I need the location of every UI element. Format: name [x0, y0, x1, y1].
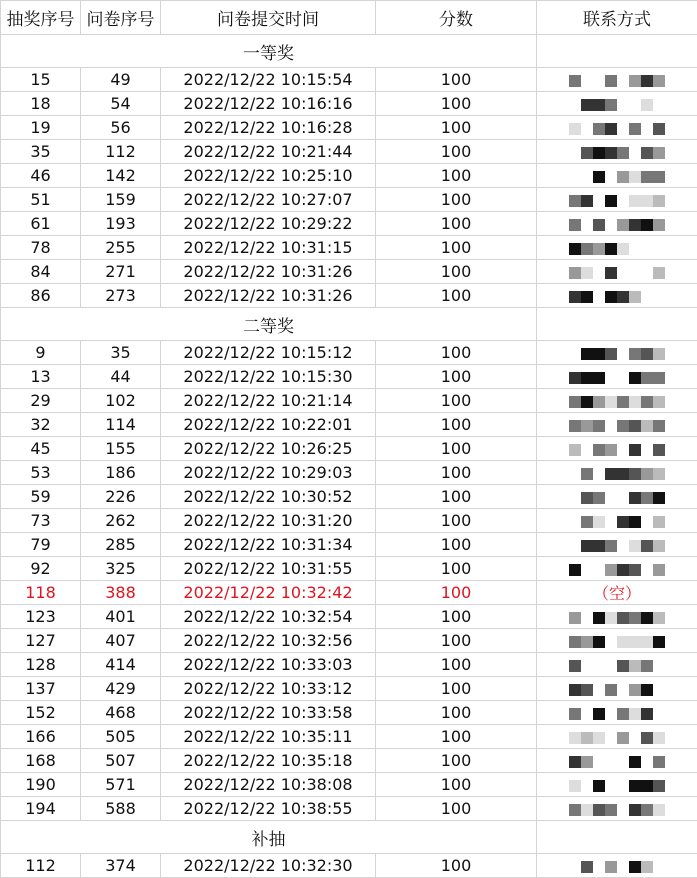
cell-score: 100 — [376, 749, 537, 773]
section-row — [1, 821, 697, 854]
cell-score: 100 — [376, 797, 537, 821]
redacted-contact-mosaic — [569, 219, 665, 231]
cell-submit-time: 2022/12/22 10:16:28 — [161, 116, 376, 140]
header-survey-no: 问卷序号 — [81, 1, 161, 35]
redacted-contact-mosaic — [569, 468, 665, 480]
cell-survey-no: 255 — [81, 236, 161, 260]
cell-score: 100 — [376, 677, 537, 701]
cell-score: 100 — [376, 92, 537, 116]
cell-draw-no: 166 — [1, 725, 81, 749]
table-row — [1, 773, 697, 797]
cell-contact — [537, 773, 697, 797]
cell-contact — [537, 341, 697, 365]
cell-submit-time: 2022/12/22 10:38:08 — [161, 773, 376, 797]
cell-submit-time: 2022/12/22 10:38:55 — [161, 797, 376, 821]
cell-contact — [537, 653, 697, 677]
header-score: 分数 — [376, 1, 537, 35]
redacted-contact-mosaic — [569, 99, 665, 111]
table-row — [1, 677, 697, 701]
cell-survey-no: 505 — [81, 725, 161, 749]
cell-draw-no: 137 — [1, 677, 81, 701]
redacted-contact-mosaic — [569, 708, 665, 720]
table-row — [1, 797, 697, 821]
redacted-contact-mosaic — [569, 636, 665, 648]
cell-draw-no: 51 — [1, 188, 81, 212]
cell-submit-time: 2022/12/22 10:35:18 — [161, 749, 376, 773]
cell-survey-no: 159 — [81, 188, 161, 212]
cell-survey-no: 186 — [81, 461, 161, 485]
cell-draw-no: 190 — [1, 773, 81, 797]
cell-submit-time: 2022/12/22 10:29:22 — [161, 212, 376, 236]
cell-draw-no: 79 — [1, 533, 81, 557]
cell-survey-no: 285 — [81, 533, 161, 557]
redacted-contact-mosaic — [569, 123, 665, 135]
cell-score: 100 — [376, 164, 537, 188]
cell-draw-no: 32 — [1, 413, 81, 437]
cell-contact — [537, 437, 697, 461]
cell-survey-no: 35 — [81, 341, 161, 365]
cell-draw-no: 118 — [1, 581, 81, 605]
table-row — [1, 365, 697, 389]
cell-contact — [537, 461, 697, 485]
cell-draw-no: 45 — [1, 437, 81, 461]
cell-survey-no: 273 — [81, 284, 161, 308]
section-title: 二等奖 — [1, 308, 537, 341]
cell-contact: （空） — [537, 581, 697, 605]
table-row — [1, 236, 697, 260]
cell-survey-no: 588 — [81, 797, 161, 821]
cell-score: 100 — [376, 725, 537, 749]
table-row — [1, 260, 697, 284]
header-draw-no: 抽奖序号 — [1, 1, 81, 35]
cell-submit-time: 2022/12/22 10:31:26 — [161, 260, 376, 284]
cell-contact — [537, 116, 697, 140]
table-row — [1, 116, 697, 140]
cell-draw-no: 86 — [1, 284, 81, 308]
section-title: 补抽 — [1, 821, 537, 854]
table-body — [1, 35, 697, 878]
cell-score: 100 — [376, 605, 537, 629]
cell-submit-time: 2022/12/22 10:21:44 — [161, 140, 376, 164]
redacted-contact-mosaic — [569, 780, 665, 792]
cell-draw-no: 92 — [1, 557, 81, 581]
cell-submit-time: 2022/12/22 10:27:07 — [161, 188, 376, 212]
table-row — [1, 284, 697, 308]
cell-draw-no: 84 — [1, 260, 81, 284]
cell-submit-time: 2022/12/22 10:35:11 — [161, 725, 376, 749]
cell-survey-no: 102 — [81, 389, 161, 413]
redacted-contact-mosaic — [569, 564, 665, 576]
redacted-contact-mosaic — [569, 804, 665, 816]
cell-score: 100 — [376, 260, 537, 284]
cell-survey-no: 507 — [81, 749, 161, 773]
cell-survey-no: 262 — [81, 509, 161, 533]
cell-contact — [537, 797, 697, 821]
table-row — [1, 68, 697, 92]
cell-submit-time: 2022/12/22 10:26:25 — [161, 437, 376, 461]
cell-contact — [537, 701, 697, 725]
cell-draw-no: 168 — [1, 749, 81, 773]
cell-survey-no: 325 — [81, 557, 161, 581]
cell-survey-no: 414 — [81, 653, 161, 677]
cell-draw-no: 61 — [1, 212, 81, 236]
cell-score: 100 — [376, 461, 537, 485]
redacted-contact-mosaic — [569, 171, 665, 183]
cell-contact — [537, 212, 697, 236]
cell-survey-no: 374 — [81, 854, 161, 878]
cell-submit-time: 2022/12/22 10:15:54 — [161, 68, 376, 92]
cell-contact — [537, 557, 697, 581]
cell-score: 100 — [376, 68, 537, 92]
cell-score: 100 — [376, 509, 537, 533]
cell-submit-time: 2022/12/22 10:15:12 — [161, 341, 376, 365]
table-row — [1, 749, 697, 773]
cell-survey-no: 114 — [81, 413, 161, 437]
cell-score: 100 — [376, 212, 537, 236]
cell-submit-time: 2022/12/22 10:31:15 — [161, 236, 376, 260]
cell-submit-time: 2022/12/22 10:22:01 — [161, 413, 376, 437]
table-row — [1, 188, 697, 212]
cell-contact — [537, 677, 697, 701]
cell-score: 100 — [376, 413, 537, 437]
table-row — [1, 581, 697, 605]
cell-contact — [537, 164, 697, 188]
cell-score: 100 — [376, 653, 537, 677]
redacted-contact-mosaic — [569, 756, 665, 768]
redacted-contact-mosaic — [569, 147, 665, 159]
cell-draw-no: 35 — [1, 140, 81, 164]
cell-contact — [537, 236, 697, 260]
header-row — [1, 1, 697, 35]
cell-score: 100 — [376, 701, 537, 725]
cell-contact — [537, 854, 697, 878]
cell-survey-no: 44 — [81, 365, 161, 389]
redacted-contact-mosaic — [569, 267, 665, 279]
cell-survey-no: 429 — [81, 677, 161, 701]
cell-score: 100 — [376, 485, 537, 509]
cell-score: 100 — [376, 389, 537, 413]
cell-contact — [537, 509, 697, 533]
cell-contact — [537, 749, 697, 773]
cell-survey-no: 401 — [81, 605, 161, 629]
cell-score: 100 — [376, 116, 537, 140]
redacted-contact-mosaic — [569, 612, 665, 624]
cell-score: 100 — [376, 341, 537, 365]
cell-draw-no: 112 — [1, 854, 81, 878]
section-contact-cell — [537, 821, 697, 854]
redacted-contact-mosaic — [569, 372, 665, 384]
cell-contact — [537, 629, 697, 653]
cell-survey-no: 388 — [81, 581, 161, 605]
cell-draw-no: 128 — [1, 653, 81, 677]
cell-contact — [537, 605, 697, 629]
table-row — [1, 92, 697, 116]
cell-survey-no: 142 — [81, 164, 161, 188]
redacted-contact-mosaic — [569, 492, 665, 504]
cell-submit-time: 2022/12/22 10:33:03 — [161, 653, 376, 677]
cell-survey-no: 112 — [81, 140, 161, 164]
cell-draw-no: 19 — [1, 116, 81, 140]
cell-draw-no: 15 — [1, 68, 81, 92]
cell-survey-no: 193 — [81, 212, 161, 236]
table-row — [1, 437, 697, 461]
cell-draw-no: 73 — [1, 509, 81, 533]
cell-contact — [537, 389, 697, 413]
redacted-contact-mosaic — [569, 243, 665, 255]
table-row — [1, 461, 697, 485]
cell-draw-no: 13 — [1, 365, 81, 389]
table-row — [1, 389, 697, 413]
cell-submit-time: 2022/12/22 10:32:42 — [161, 581, 376, 605]
cell-draw-no: 46 — [1, 164, 81, 188]
cell-score: 100 — [376, 437, 537, 461]
table-row — [1, 212, 697, 236]
table-row — [1, 701, 697, 725]
cell-survey-no: 54 — [81, 92, 161, 116]
cell-contact — [537, 260, 697, 284]
redacted-contact-mosaic — [569, 516, 665, 528]
cell-score: 100 — [376, 773, 537, 797]
cell-draw-no: 78 — [1, 236, 81, 260]
cell-submit-time: 2022/12/22 10:32:30 — [161, 854, 376, 878]
cell-submit-time: 2022/12/22 10:29:03 — [161, 461, 376, 485]
cell-contact — [537, 533, 697, 557]
cell-score: 100 — [376, 236, 537, 260]
cell-contact — [537, 188, 697, 212]
cell-submit-time: 2022/12/22 10:31:34 — [161, 533, 376, 557]
cell-draw-no: 123 — [1, 605, 81, 629]
redacted-contact-mosaic — [569, 540, 665, 552]
cell-score: 100 — [376, 629, 537, 653]
table-row — [1, 485, 697, 509]
cell-score: 100 — [376, 284, 537, 308]
cell-contact — [537, 92, 697, 116]
table-row — [1, 533, 697, 557]
cell-submit-time: 2022/12/22 10:16:16 — [161, 92, 376, 116]
cell-score: 100 — [376, 188, 537, 212]
cell-draw-no: 29 — [1, 389, 81, 413]
table-row — [1, 725, 697, 749]
cell-draw-no: 9 — [1, 341, 81, 365]
redacted-contact-mosaic — [569, 861, 665, 873]
cell-contact — [537, 365, 697, 389]
header-submit-time: 问卷提交时间 — [161, 1, 376, 35]
cell-survey-no: 56 — [81, 116, 161, 140]
table-row — [1, 164, 697, 188]
cell-score: 100 — [376, 581, 537, 605]
cell-submit-time: 2022/12/22 10:31:20 — [161, 509, 376, 533]
cell-submit-time: 2022/12/22 10:30:52 — [161, 485, 376, 509]
cell-submit-time: 2022/12/22 10:33:58 — [161, 701, 376, 725]
cell-contact — [537, 140, 697, 164]
cell-submit-time: 2022/12/22 10:31:55 — [161, 557, 376, 581]
cell-submit-time: 2022/12/22 10:32:56 — [161, 629, 376, 653]
cell-submit-time: 2022/12/22 10:32:54 — [161, 605, 376, 629]
cell-contact — [537, 413, 697, 437]
table-row — [1, 140, 697, 164]
header-contact: 联系方式 — [537, 1, 697, 35]
cell-survey-no: 226 — [81, 485, 161, 509]
table-row — [1, 629, 697, 653]
redacted-contact-mosaic — [569, 396, 665, 408]
cell-score: 100 — [376, 533, 537, 557]
redacted-contact-mosaic — [569, 291, 665, 303]
cell-draw-no: 53 — [1, 461, 81, 485]
cell-submit-time: 2022/12/22 10:31:26 — [161, 284, 376, 308]
table-row — [1, 653, 697, 677]
section-row — [1, 35, 697, 68]
cell-contact — [537, 68, 697, 92]
table-row — [1, 854, 697, 878]
cell-score: 100 — [376, 557, 537, 581]
section-row — [1, 308, 697, 341]
cell-survey-no: 468 — [81, 701, 161, 725]
redacted-contact-mosaic — [569, 195, 665, 207]
cell-survey-no: 155 — [81, 437, 161, 461]
table-row — [1, 605, 697, 629]
cell-contact — [537, 725, 697, 749]
cell-submit-time: 2022/12/22 10:15:30 — [161, 365, 376, 389]
table-row — [1, 557, 697, 581]
table-row — [1, 413, 697, 437]
cell-draw-no: 194 — [1, 797, 81, 821]
redacted-contact-mosaic — [569, 732, 665, 744]
redacted-contact-mosaic — [569, 348, 665, 360]
cell-submit-time: 2022/12/22 10:33:12 — [161, 677, 376, 701]
cell-score: 100 — [376, 140, 537, 164]
redacted-contact-mosaic — [569, 420, 665, 432]
cell-survey-no: 407 — [81, 629, 161, 653]
cell-score: 100 — [376, 365, 537, 389]
cell-contact — [537, 485, 697, 509]
cell-draw-no: 59 — [1, 485, 81, 509]
cell-draw-no: 18 — [1, 92, 81, 116]
cell-submit-time: 2022/12/22 10:25:10 — [161, 164, 376, 188]
redacted-contact-mosaic — [569, 75, 665, 87]
redacted-contact-mosaic — [569, 444, 665, 456]
cell-submit-time: 2022/12/22 10:21:14 — [161, 389, 376, 413]
cell-draw-no: 152 — [1, 701, 81, 725]
cell-survey-no: 49 — [81, 68, 161, 92]
section-title: 一等奖 — [1, 35, 537, 68]
cell-draw-no: 127 — [1, 629, 81, 653]
redacted-contact-mosaic — [569, 660, 665, 672]
table-row — [1, 509, 697, 533]
section-contact-cell — [537, 35, 697, 68]
table-row — [1, 341, 697, 365]
cell-survey-no: 571 — [81, 773, 161, 797]
cell-score: 100 — [376, 854, 537, 878]
section-contact-cell — [537, 308, 697, 341]
cell-survey-no: 271 — [81, 260, 161, 284]
redacted-contact-mosaic — [569, 684, 665, 696]
cell-contact — [537, 284, 697, 308]
